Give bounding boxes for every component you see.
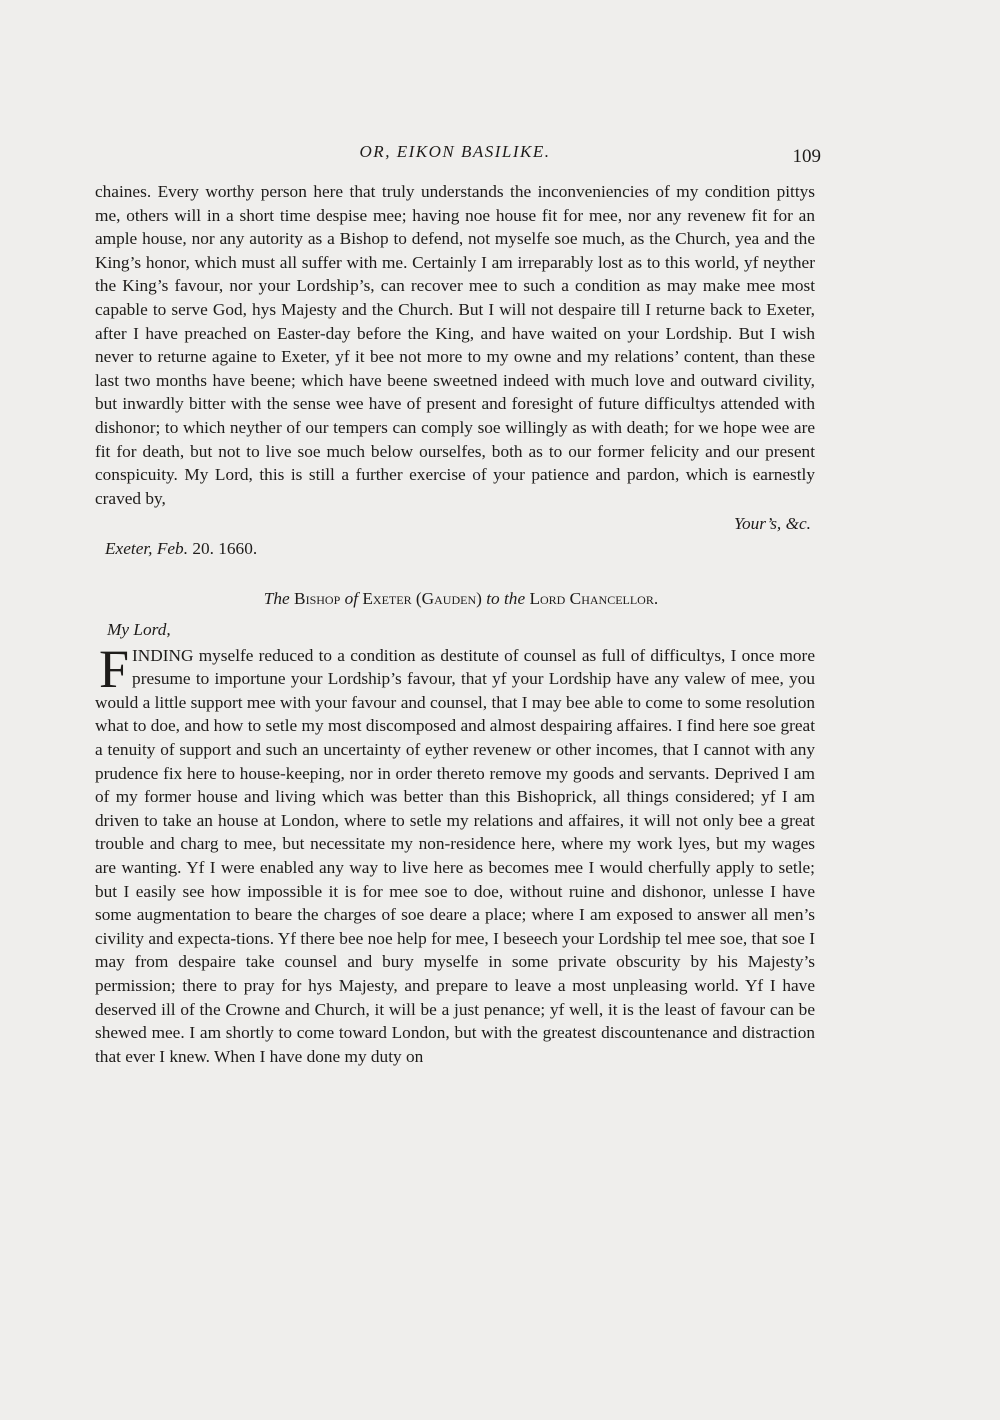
letter-2-salutation: My Lord, (107, 620, 171, 640)
dateline-date: 20. 1660. (192, 538, 258, 558)
heading-to: to (486, 588, 500, 608)
heading-lord-chancellor: Lord Chancellor. (529, 588, 659, 608)
running-head (95, 142, 821, 168)
heading-the: The (263, 588, 290, 608)
heading-of: of (344, 588, 359, 608)
letter-1-dateline (95, 537, 815, 561)
letter-2-body (95, 638, 815, 1069)
body-text (95, 180, 815, 1068)
dateline-month: Feb. (156, 538, 189, 558)
heading-the-2: the (504, 588, 526, 608)
page-number: 109 (792, 146, 821, 167)
running-title: OR, EIKON BASILIKE. (359, 142, 551, 161)
letter-1-body: chaines. Every worthy person here that truly understands the inconveniencies of my condition pittys me, others will in a short time despise mee; having noe house fit for mee, nor any revenew fit for an ample house, nor any autority as a Bishop to defend, not myselfe soe much, as the Church, yea and the King’s honor, which must all suffer with me. Certainly I am irreparably lost as to this world, yf neyther the King’s favour, nor your Lordship’s, can recover mee to such a condition as may make mee most capable to serve God, hys Majesty and the Church. But I will not despaire till I returne back to Exeter, after I have preached on Easter-day before the King, and have waited on your Lordship. But I wish never to returne againe to Exeter, yf it bee not more to my owne and my relations’ content, than these last two months have beene; which have beene sweetned indeed with much love and outward civility, but inwardly bitter with the sense wee have of present and foresight of future difficultys attended with dishonor; to which neyther of our tempers can comply soe willingly as with death; for we hope wee are fit for death, but not to live soe much below ourselfes, both as to our former felicity and our present conspicuity. My Lord, this is still a further exercise of your patience and pardon, which is earnestly craved by, (95, 182, 815, 508)
letter-2-text: myselfe reduced to a condition as destitute of counsel as full of difficultys, I once more presume to importune your Lordship’s favour, that yf your Lordship have any valew of mee, you would a little support mee with your favour and counsel, that I may bee able to come to some resolution what to doe, and how to setle my most discomposed and almost despairing affaires. I find here soe great a tenuity of support and such an uncertainty of eyther revenew or other incomes, that I cannot with any prudence fix here to house-keeping, nor in order thereto remove my goods and servants. Deprived I am of my former house and living which was better than this Bishoprick, all things considered; yf I am driven to take an house at London, where to setle my relations and affaires, it will not only bee a great trouble and charg to mee, but necessitate my non-residence here, where my work lyes, but my wages are wanting. Yf I were enabled any way to live here as becomes mee I would cherfully apply to setle; but I easily see how impossible it is for mee soe to doe, without ruine and dishonor, unlesse I have some augmentation to beare the charges of soe deare a place; where I am exposed to answer all men’s civility and expecta-tions. Yf there bee noe help for mee, I beseech your Lordship tel mee soe, that soe I may from despaire take counsel and bury myselfe in some private obscurity by his Majesty’s permission; there to pray for hys Majesty, and prepare to leave a most unpleasing world. Yf I have deserved ill of the Crowne and Church, it will be a just penance; yf well, it is the least of favour can be shewed mee. I am shortly to come toward London, but with the greatest discountenance and distraction that ever I knew. When I have done my duty on (95, 645, 815, 1066)
heading-exeter: Exeter (Gauden) (362, 588, 482, 608)
dateline-place: Exeter, (105, 538, 153, 558)
drop-cap: F (99, 638, 130, 699)
drop-cap-word: INDING (132, 645, 194, 665)
letter-2-heading (95, 587, 815, 611)
heading-bishop: Bishop (294, 588, 341, 608)
letter-1-closing: Your’s, &c. (734, 514, 811, 534)
